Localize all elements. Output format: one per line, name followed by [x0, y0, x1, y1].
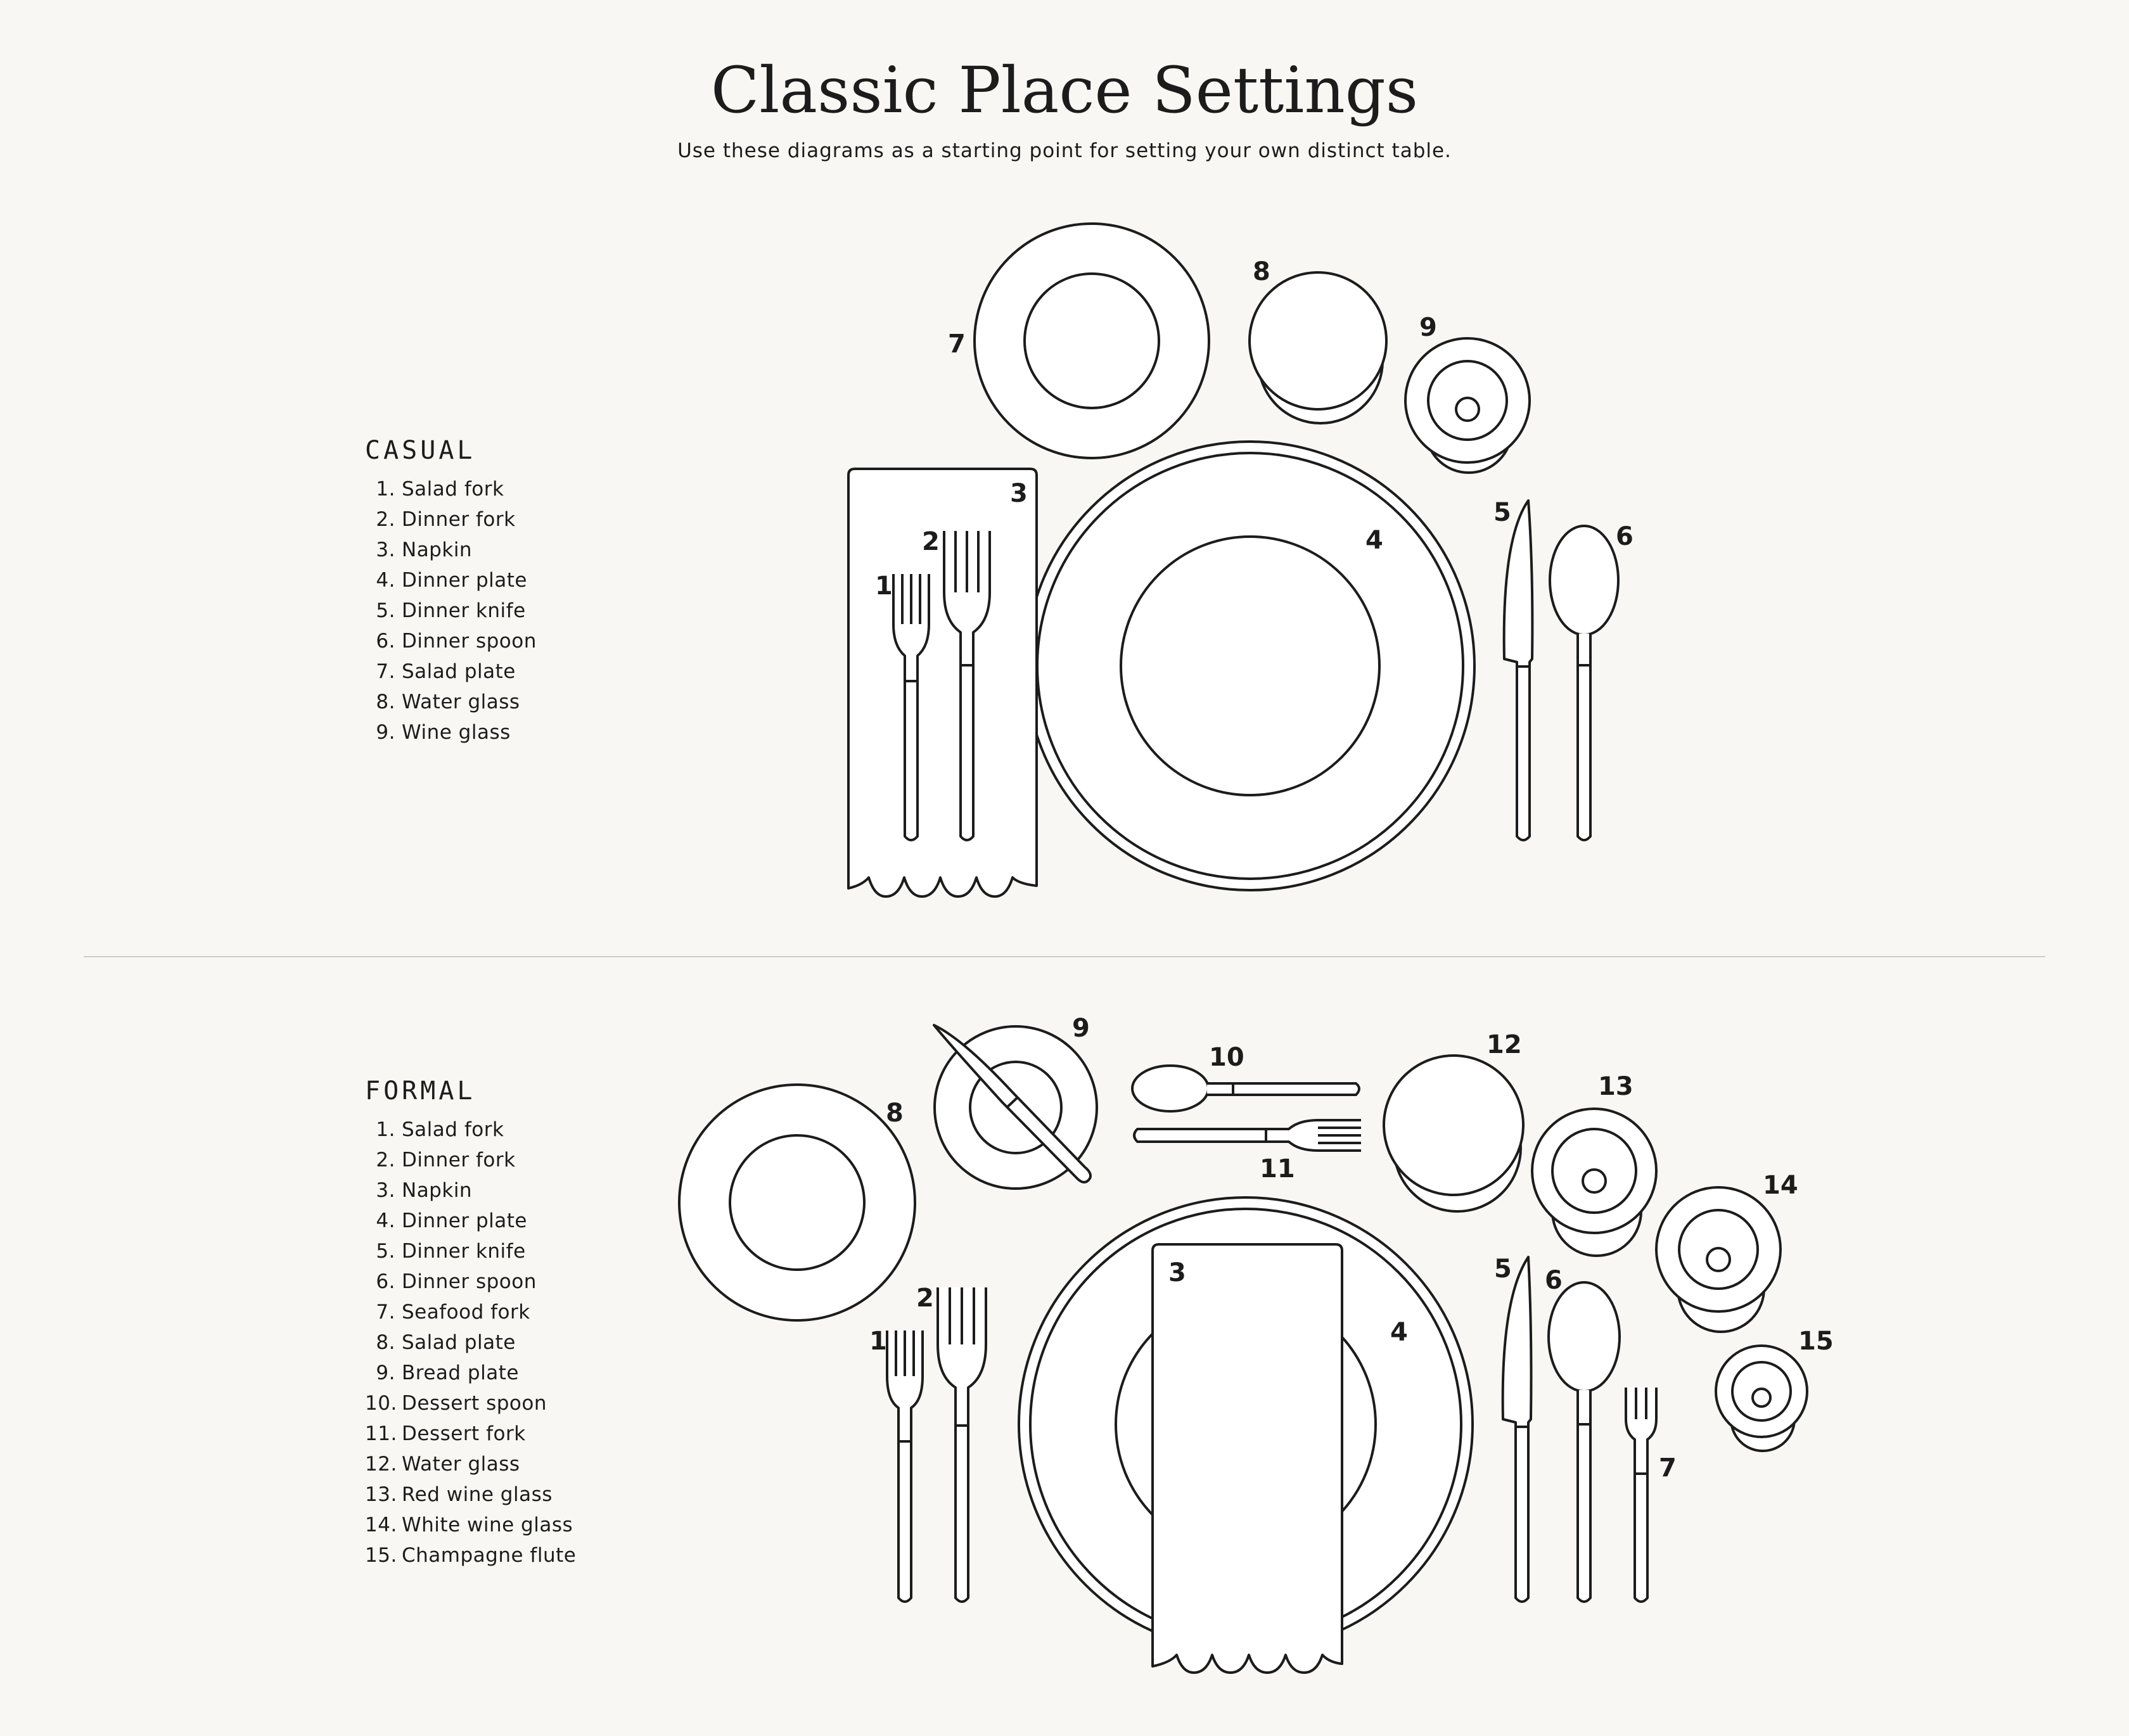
- casual-wine-glass-illustration: [1405, 338, 1530, 473]
- formal-callout-15: 15: [1798, 1327, 1834, 1356]
- list-item: 4. Dinner plate: [376, 1209, 527, 1232]
- list-item: 8. Salad plate: [376, 1331, 516, 1354]
- formal-callout-6: 6: [1545, 1266, 1563, 1295]
- casual-dinner-spoon-illustration: [1550, 526, 1618, 840]
- formal-callout-4: 4: [1390, 1318, 1408, 1347]
- list-item: 9. Wine glass: [376, 721, 511, 744]
- list-item: 1. Salad fork: [376, 478, 504, 501]
- formal-callout-8: 8: [886, 1099, 904, 1128]
- list-item: 13. Red wine glass: [365, 1483, 553, 1506]
- casual-setting: [848, 224, 1618, 897]
- casual-water-glass-illustration: [1250, 272, 1386, 423]
- casual-callout-6: 6: [1616, 522, 1634, 551]
- list-item: 2. Dinner fork: [376, 1149, 516, 1171]
- list-item: 5. Dinner knife: [376, 1240, 526, 1263]
- page-subtitle: Use these diagrams as a starting point for setting your own distinct table.: [677, 139, 1452, 162]
- list-item: 14. White wine glass: [365, 1514, 573, 1536]
- formal-dessert-spoon-illustration: [1132, 1066, 1359, 1111]
- casual-dinner-knife-illustration: [1504, 501, 1533, 840]
- formal-callout-2: 2: [916, 1284, 934, 1313]
- list-item: 6. Dinner spoon: [376, 630, 537, 653]
- casual-callout-4: 4: [1365, 526, 1383, 555]
- formal-callout-12: 12: [1486, 1030, 1522, 1059]
- list-item: 9. Bread plate: [376, 1362, 519, 1384]
- formal-salad-plate-illustration: [679, 1085, 915, 1320]
- formal-napkin-illustration: [1153, 1244, 1342, 1673]
- formal-water-glass-illustration: [1384, 1056, 1523, 1211]
- page-title: Classic Place Settings: [710, 53, 1419, 127]
- formal-dinner-fork-illustration: [938, 1287, 986, 1602]
- formal-heading: FORMAL: [365, 1076, 476, 1106]
- formal-callout-5: 5: [1494, 1254, 1512, 1284]
- formal-champagne-flute-illustration: [1716, 1346, 1807, 1451]
- casual-callout-9: 9: [1419, 313, 1437, 342]
- list-item: 2. Dinner fork: [376, 508, 516, 531]
- formal-callout-7: 7: [1659, 1453, 1677, 1483]
- formal-callout-9: 9: [1072, 1014, 1090, 1043]
- formal-callout-11: 11: [1260, 1154, 1295, 1184]
- formal-dinner-knife-illustration: [1503, 1257, 1531, 1602]
- formal-callout-10: 10: [1209, 1043, 1244, 1072]
- formal-bread-plate-illustration: [934, 1025, 1097, 1189]
- list-item: 6. Dinner spoon: [376, 1270, 537, 1293]
- formal-salad-fork-illustration: [887, 1331, 923, 1602]
- formal-seafood-fork-illustration: [1626, 1388, 1656, 1602]
- casual-callout-7: 7: [948, 329, 966, 359]
- formal-red-wine-glass-illustration: [1532, 1109, 1656, 1256]
- list-item: 7. Salad plate: [376, 660, 516, 683]
- list-item: 1. Salad fork: [376, 1118, 504, 1141]
- casual-callout-2: 2: [922, 527, 940, 556]
- list-item: 4. Dinner plate: [376, 569, 527, 592]
- casual-napkin-illustration: [848, 469, 1037, 897]
- casual-callout-5: 5: [1493, 498, 1511, 527]
- list-item: 15. Champagne flute: [365, 1544, 577, 1567]
- list-item: 12. Water glass: [365, 1453, 520, 1476]
- formal-callout-1: 1: [869, 1327, 887, 1356]
- list-item: 10. Dessert spoon: [365, 1392, 547, 1415]
- list-item: 3. Napkin: [376, 1179, 473, 1202]
- casual-dinner-plate-illustration: [1026, 442, 1474, 890]
- formal-dinner-spoon-illustration: [1549, 1282, 1620, 1602]
- formal-callout-14: 14: [1763, 1171, 1798, 1200]
- formal-callout-13: 13: [1598, 1072, 1634, 1101]
- list-item: 11. Dessert fork: [365, 1422, 526, 1445]
- casual-callout-8: 8: [1253, 257, 1270, 286]
- casual-heading: CASUAL: [365, 436, 476, 465]
- formal-white-wine-glass-illustration: [1656, 1187, 1781, 1332]
- formal-setting: [679, 1025, 1807, 1673]
- casual-callout-3: 3: [1010, 479, 1028, 508]
- list-item: 5. Dinner knife: [376, 599, 526, 622]
- list-item: 7. Seafood fork: [376, 1301, 530, 1324]
- formal-dessert-fork-illustration: [1134, 1120, 1361, 1151]
- list-item: 8. Water glass: [376, 691, 520, 713]
- casual-callout-1: 1: [875, 571, 893, 601]
- casual-salad-plate-illustration: [975, 224, 1209, 458]
- list-item: 3. Napkin: [376, 539, 473, 561]
- formal-callout-3: 3: [1168, 1258, 1186, 1287]
